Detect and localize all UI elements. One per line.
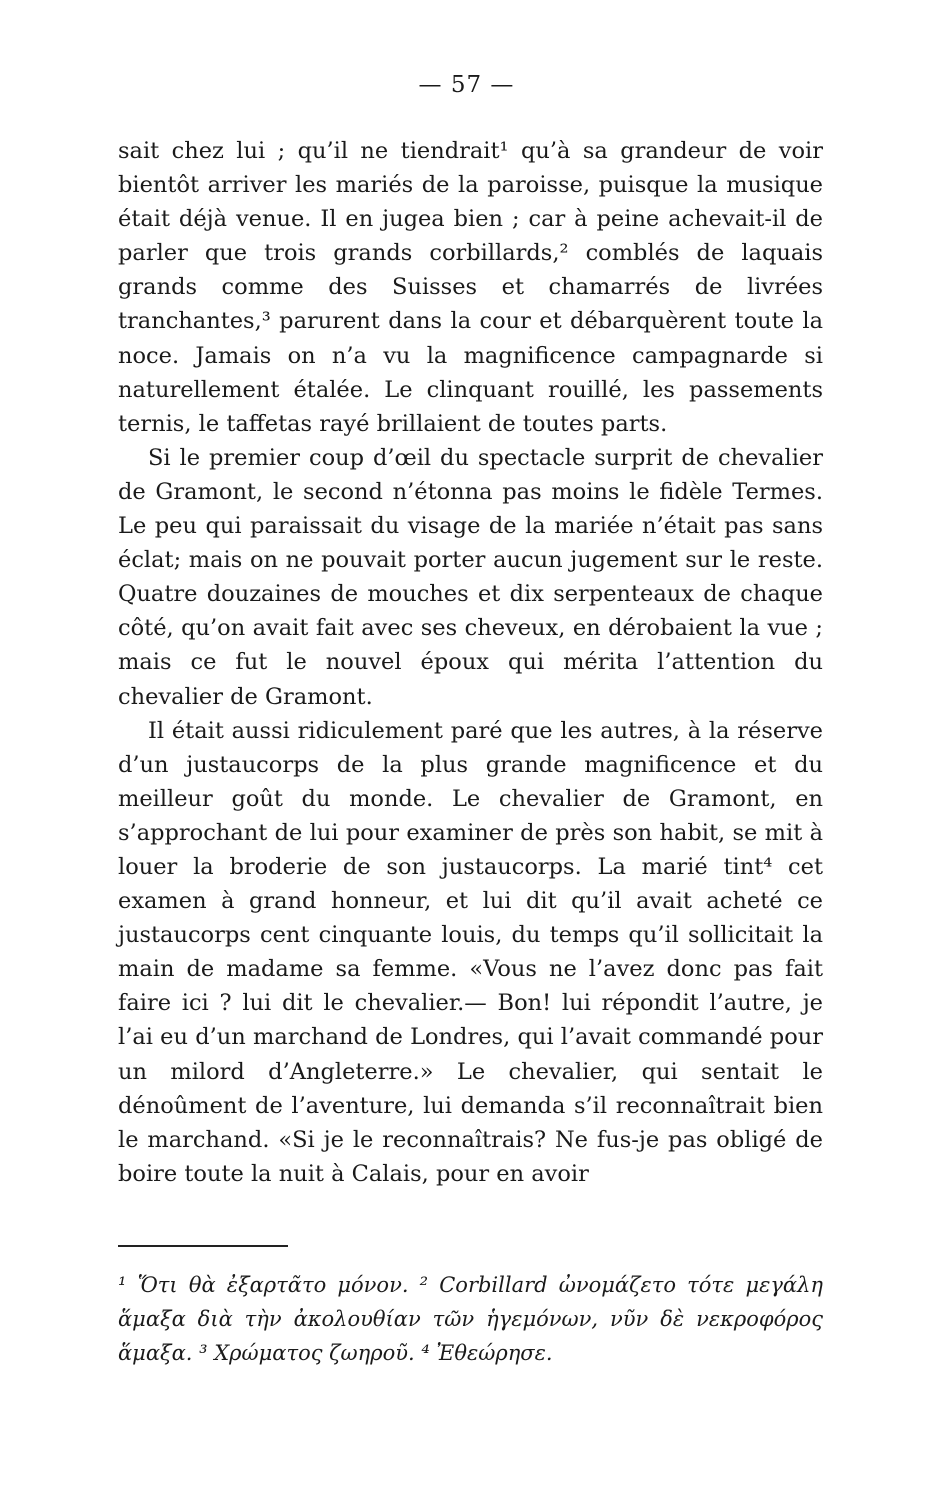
main-text [118,134,823,1191]
paragraph-3: Il était aussi ridiculement paré que les autres, à la réserve d’un justaucorps de la plus grande magnificence et du meilleur goût du monde. Le chevalier de Gramont, en s’approchant de lui pour examiner de près son habit, se mit à louer la broderie de son justaucorps. La marié tint⁴ cet examen à grand honneur, et lui dit qu’il avait acheté ce justaucorps cent cinquante louis, du temps qu’il sollicitait la main de madame sa femme. «Vous ne l’avez donc pas fait faire ici ? lui dit le chevalier.— Bon! lui répondit l’autre, je l’ai eu d’un marchand de Londres, qui l’avait commandé pour un milord d’Angleterre.» Le chevalier, qui sentait le dénoûment de l’aventure, lui demanda s’il reconnaîtrait bien le marchand. «Si je le reconnaîtrais? Ne fus-je pas obligé de boire toute la nuit à Calais, pour en avoir [118,717,823,1187]
footnote-text: ¹ Ὅτι θὰ ἐξαρτᾶτο μόνον. ² Corbillard ὠνομάζετο τότε μεγάλη ἅμαξα διὰ τὴν ἀκολουθίαν τῶν ἡγεμόνων, νῦν δὲ νεκροφόρος ἅμαξα. ³ Χρώματος ζωηροῦ. ⁴ Ἐθεώρησε. [118,1273,823,1365]
paragraph-1: sait chez lui ; qu’il ne tiendrait¹ qu’à sa grandeur de voir bientôt arriver les mariés de la paroisse, puisque la musique était déjà venue. Il en jugea bien ; car à peine achevait-il de parler que trois grands corbillards,² comblés de laquais grands comme des Suisses et chamarrés de livrées tranchantes,³ parurent dans la cour et débarquèrent toute la noce. Jamais on n’a vu la magnificence campagnarde si naturellement étalée. Le clinquant rouillé, les passements ternis, le taffetas rayé brillaient de toutes parts. [118,138,823,437]
page-number: — 57 — [418,72,515,98]
footnotes [118,1268,823,1370]
paragraph-2: Si le premier coup d’œil du spectacle surprit de chevalier de Gramont, le second n’étonna pas moins le fidèle Termes. Le peu qui paraissait du visage de la mariée n’était pas sans éclat; mais on ne pouvait porter aucun jugement sur le reste. Quatre douzaines de mouches et dix serpenteaux de chaque côté, qu’on avait fait avec ses cheveux, en dérobaient la vue ; mais ce fut le nouvel époux qui mérita l’attention du chevalier de Gramont. [118,444,823,710]
footnote-rule [118,1245,288,1247]
